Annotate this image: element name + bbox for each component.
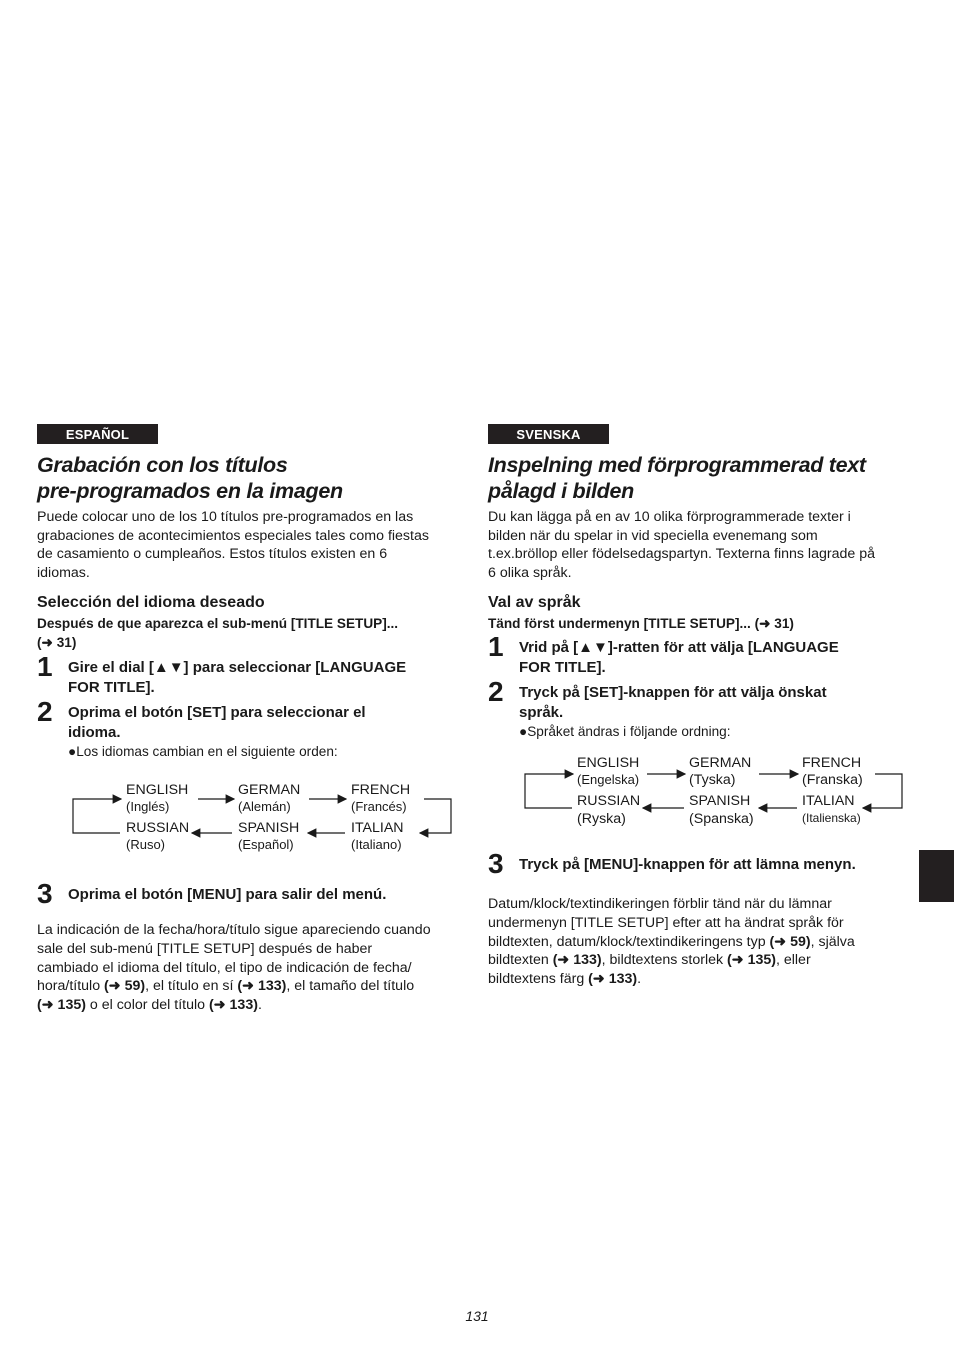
intro-line: de casamiento o cumpleaños. Estos títulos existen en 6 <box>37 546 388 563</box>
step-text: idioma. <box>68 724 121 742</box>
step-1 <box>488 631 900 678</box>
lang-italian: ITALIAN <box>351 820 404 837</box>
text-run: bildtextens färg <box>488 970 589 987</box>
text-run: , själva <box>810 933 855 950</box>
step-text: Vrid på [▲▼]-ratten för att välja [LANGUAGE <box>519 639 839 657</box>
lang-spanish: SPANISH <box>238 820 300 837</box>
intro-line: 6 olika språk. <box>488 564 572 581</box>
language-cycle-diagram <box>488 751 900 843</box>
lang-russian: RUSSIAN <box>126 820 190 837</box>
lang-spanish-translation: (Spanska) <box>689 811 754 828</box>
page-number: 131 <box>465 1308 489 1324</box>
subheading: Val av språk <box>488 594 581 612</box>
step-1 <box>37 651 455 698</box>
step-number: 2 <box>488 676 504 708</box>
intro-line: t.ex.bröllop eller födelsedagspartyn. Texterna finns lagrade på <box>488 546 875 563</box>
lang-german: GERMAN <box>238 782 301 799</box>
page-reference: (➜ 133) <box>588 970 638 987</box>
precondition-line: Después de que aparezca el sub-menú [TITLE SETUP]... <box>37 616 399 632</box>
text-run: , el título en sí <box>145 978 238 995</box>
note-line <box>37 977 455 996</box>
title-line-2: pre-programados en la imagen <box>37 479 343 503</box>
note-line <box>488 970 900 989</box>
text-run: . <box>257 996 262 1013</box>
page-reference: (➜ 59) <box>769 933 811 950</box>
note-paragraph <box>37 921 455 1014</box>
note-line <box>37 996 455 1015</box>
note-line: Datum/klock/textindikeringen förblir tänd när du lämnar <box>488 896 832 913</box>
precondition-line: Tänd först undermenyn [TITLE SETUP]... (➜ 31) <box>488 616 794 632</box>
step-2 <box>37 696 455 743</box>
language-tag: SVENSKA <box>488 424 609 444</box>
step-text: Tryck på [MENU]-knappen för att lämna menyn. <box>519 856 856 874</box>
bullet-note: ●Los idiomas cambian en el siguiente orden: <box>68 744 338 760</box>
text-run: o el color del título <box>85 996 209 1013</box>
title-line-1: Inspelning med förprogrammerad text <box>488 453 866 477</box>
step-text: Gire el dial [▲▼] para seleccionar [LANGUAGE <box>68 659 407 677</box>
note-line: sale del sub-menú [TITLE SETUP] después de haber <box>37 940 373 957</box>
step-text: Oprima el botón [MENU] para salir del menú. <box>68 886 387 904</box>
page-reference: (➜ 133) <box>552 952 602 969</box>
lang-english-translation: (Inglés) <box>126 799 170 815</box>
step-text: Oprima el botón [SET] para seleccionar el <box>68 704 366 722</box>
text-run: bildtexten, datum/klock/textindikeringens typ <box>488 933 770 950</box>
lang-spanish: SPANISH <box>689 793 751 810</box>
precondition-line: (➜ 31) <box>37 635 77 651</box>
intro-line: Du kan lägga på en av 10 olika förprogrammerade texter i <box>488 509 851 525</box>
lang-russian: RUSSIAN <box>577 793 641 810</box>
lang-french-translation: (Francés) <box>351 799 407 815</box>
note-line: cambiado el idioma del título, el tipo de indicación de fecha/ <box>37 959 412 976</box>
lang-italian: ITALIAN <box>802 793 855 810</box>
swedish-column <box>488 424 900 988</box>
text-run: , el tamaño del título <box>286 978 415 995</box>
note-line <box>488 933 900 952</box>
note-line: La indicación de la fecha/hora/título sigue apareciendo cuando <box>37 922 431 939</box>
step-number: 2 <box>37 696 53 728</box>
chapter-edge-tab <box>919 850 954 902</box>
lang-french: FRENCH <box>351 782 411 799</box>
intro-line: idiomas. <box>37 564 90 581</box>
intro-line: Puede colocar uno de los 10 títulos pre-programados en las <box>37 509 414 525</box>
page-reference: (➜ 133) <box>237 978 287 995</box>
text-run: , eller <box>775 952 811 969</box>
step-number: 1 <box>488 631 504 663</box>
text-run: , bildtextens storlek <box>601 952 728 969</box>
lang-spanish-translation: (Español) <box>238 837 294 853</box>
lang-german-translation: (Alemán) <box>238 799 291 815</box>
step-3 <box>488 848 900 880</box>
language-cycle-diagram <box>37 779 455 871</box>
language-tag: ESPAÑOL <box>37 424 158 444</box>
section-title <box>488 452 900 504</box>
lang-english: ENGLISH <box>126 782 189 799</box>
step-3 <box>37 878 455 910</box>
step-text: språk. <box>519 704 564 722</box>
lang-french: FRENCH <box>802 755 862 772</box>
intro-line: bilden när du spelar in vid speciella evenemang som <box>488 527 818 544</box>
lang-italian-translation: (Italiano) <box>351 837 402 853</box>
text-run: bildtexten <box>488 952 553 969</box>
lang-russian-translation: (Ruso) <box>126 837 166 853</box>
lang-english-translation: (Engelska) <box>577 772 640 788</box>
lang-italian-translation: (Italienska) <box>802 811 861 826</box>
step-number: 1 <box>37 651 53 683</box>
text-run: . <box>637 970 642 987</box>
lang-german: GERMAN <box>689 755 752 772</box>
note-paragraph <box>488 895 900 988</box>
intro-line: grabaciones de acontecimientos especiales tales como fiestas <box>37 527 429 544</box>
note-line: undermenyn [TITLE SETUP] efter att ha ändrat språk för <box>488 914 844 931</box>
note-line <box>488 951 900 970</box>
subheading: Selección del idioma deseado <box>37 594 265 612</box>
lang-russian-translation: (Ryska) <box>577 811 626 828</box>
step-text: Tryck på [SET]-knappen för att välja önskat <box>519 684 827 702</box>
step-text: FOR TITLE]. <box>68 679 155 697</box>
step-number: 3 <box>37 878 53 910</box>
spanish-column <box>37 424 455 1014</box>
step-text: FOR TITLE]. <box>519 659 606 677</box>
section-title <box>37 452 455 504</box>
lang-french-translation: (Franska) <box>802 772 863 789</box>
page-reference: (➜ 59) <box>104 978 146 995</box>
intro-paragraph <box>37 508 455 582</box>
title-line-2: pålagd i bilden <box>488 479 635 503</box>
bullet-note: ●Språket ändras i följande ordning: <box>519 724 731 740</box>
title-line-1: Grabación con los títulos <box>37 453 288 477</box>
page-reference: (➜ 135) <box>37 996 86 1013</box>
lang-english: ENGLISH <box>577 755 640 772</box>
lang-german-translation: (Tyska) <box>689 772 736 789</box>
text-run: hora/título <box>37 978 105 995</box>
step-number: 3 <box>488 848 504 880</box>
page-reference: (➜ 135) <box>727 952 776 969</box>
page-reference: (➜ 133) <box>208 996 258 1013</box>
step-2 <box>488 676 900 723</box>
intro-paragraph <box>488 508 900 582</box>
